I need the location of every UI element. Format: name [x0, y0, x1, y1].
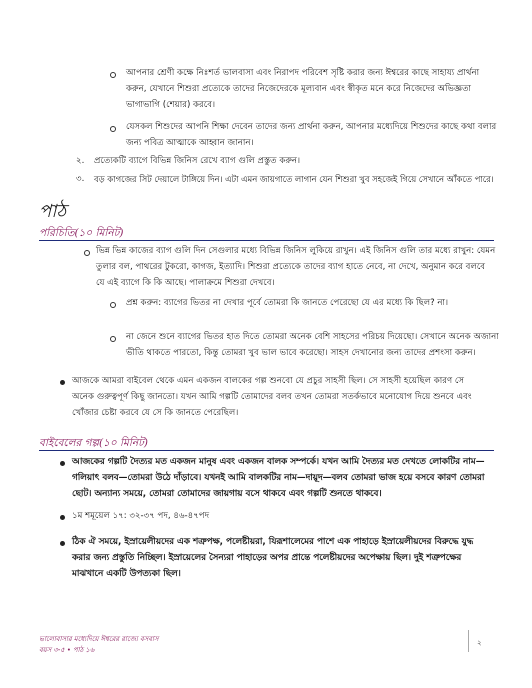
- intro-paragraph-2-line-3: খোঁজার চেষ্টা করবে যে সে কি জানতে পেরেছিল।: [72, 408, 239, 418]
- story-heading: বাইবেলের গল্প(১০ মিনিট): [39, 437, 148, 449]
- page-number: ২: [477, 639, 482, 647]
- prep-bullet-1-line-2: করুন, যেখানে শিশুরা প্রত্যেকে তাদের নিজেদেরকে মূল্যবান এবং স্বীকৃত মনে করে নিজেদের অভিজ্ঞতা: [126, 84, 472, 94]
- solid-bullet: [60, 515, 65, 520]
- step-2-text: প্রত্যেকটি ব্যাগে বিভিন্ন জিনিস রেখে ব্যাগ গুলি প্রস্তুত করুন।: [94, 156, 301, 166]
- step-number-2: ২.: [76, 156, 85, 166]
- hollow-bullet: [110, 302, 116, 308]
- story-paragraph-2-line-1: ঠিক ঐ সময়ে, ইস্রায়েলীয়দের এক শত্রুপক্ষ, পলেষ্টীয়রা, যিরূশালেমের পাশে এক পাহাড়ে ইস্রায়েলীয়দের বিরুদ্ধে যুদ্ধ: [72, 537, 474, 547]
- scripture-reference: ১ম শমূয়েল ১৭: ৩২-৩৭ পদ, ৪৬-৪৭পদ: [72, 511, 210, 521]
- hollow-bullet: [110, 126, 116, 132]
- intro-paragraph-1-line-3: যে এই ব্যাগে কি কি আছে। পালাক্রমে শিশুরা দেখবে।: [96, 278, 275, 288]
- prep-bullet-2-line-2: জন্য পবিত্র আত্মাকে আহ্বান জানান।: [126, 138, 254, 148]
- question-2-line-2: ভীতি থাকতে পারতো, কিন্তু তোমরা খুব ভাল ভাবে করেছো। সাহস দেখানোর জন্য তাদের প্রশংসা করুন।: [126, 348, 476, 358]
- footer-subtitle: বয়স ৩-৫ • পাঠ ১৬: [39, 646, 95, 654]
- story-paragraph-2-line-2: করার জন্য প্রস্তুতি নিচ্ছিল। ইস্রায়েলের সৈন্যরা পাহাড়ের অপর প্রান্তে পলেষ্টীয়দের অপেক্ষায় ছিল। দুই শত্রুপক্ষের: [72, 553, 462, 563]
- story-paragraph-1-line-3: ছোট। অন্যান্য সময়ে, তোমরা তোমাদের জায়গায় বসে থাকবে এবং গল্পটি শুনতে থাকবে।: [72, 489, 382, 499]
- solid-bullet: [60, 380, 65, 385]
- lesson-heading: পাঠ: [39, 201, 67, 222]
- story-heading-rule: [39, 450, 494, 451]
- prep-bullet-2-line-1: যেসকল শিশুদের আপনি শিক্ষা দেবেন তাদের জন্য প্রার্থনা করুন, আপনার মধ্যেদিয়ে শিশুদের কাছে কথা বলার: [126, 122, 497, 132]
- hollow-bullet: [110, 336, 116, 342]
- footer-title: ভালোবাসার মধ্যেদিয়ে ঈশ্বরের রাজ্যে বসবাস: [39, 635, 159, 643]
- intro-paragraph-2-line-1: আজকে আমরা বাইবেল থেকে এমন একজন বালকের গল্প শুনবো যে প্রচুর সাহসী ছিল। সে সাহসী হয়েছিল কারণ সে: [72, 376, 465, 386]
- step-3-text: বড় কাগজের সিট দেয়ালে টাঙ্গিয়ে দিন। এটা এমন জায়গাতে লাগান যেন শিশুরা খুব সহজেই গিয়ে সেখানে আঁকতে পারে।: [94, 174, 494, 184]
- hollow-bullet: [84, 250, 90, 256]
- step-number-3: ৩.: [76, 174, 85, 184]
- intro-heading: পরিচিতি(১০ মিনিট): [39, 227, 124, 239]
- intro-paragraph-1-line-1: ভিন্ন ভিন্ন কাজের ব্যাগ গুলি দিন সেগুলার মধ্যে বিভিন্ন জিনিস লুকিয়ে রাখুন। এই জিনিস গুলি তার মধ্যে রাখুন: যেমন: [96, 246, 496, 256]
- question-2-line-1: না জেনে শুনে ব্যাগের ভিতর হাত দিতে তোমরা অনেক বেশি সাহসের পরিচয় দিয়েছো। সেখানে অনেক অজানা: [126, 332, 499, 342]
- story-paragraph-1-line-1: আজকের গল্পটি দৈত্যর মত একজন মানুষ এবং একজন বালক সম্পর্কে। যখন আমি দৈত্যর মত দেখতে লোকটির নাম—: [72, 457, 485, 467]
- intro-heading-rule: [39, 240, 494, 241]
- solid-bullet: [60, 541, 65, 546]
- solid-bullet: [60, 461, 65, 466]
- prep-bullet-1-line-1: আপনার শ্রেণী কক্ষে নিঃশর্ত ভালবাসা এবং নিরাপদ পরিবেশ সৃষ্টি করার জন্য ঈশ্বরের কাছে সাহায্য প্রার্থনা: [126, 68, 480, 78]
- story-paragraph-2-line-3: মাঝখানে একটি উপত্যকা ছিল।: [72, 569, 181, 579]
- story-paragraph-1-line-2: গলিয়াৎ বলব—তোমরা উঠে দাঁড়াবে। যখনই আমি বালকটির নাম—দায়ূদ—বলব তোমরা ভাজ হয়ে বসবে কারণ তোমরা: [72, 473, 485, 483]
- hollow-bullet: [110, 72, 116, 78]
- question-1: প্রশ্ন করুন: ব্যাগের ভিতর না দেখার পূর্বে তোমরা কি জানতে পেরেছো যে এর মধ্যে কি ছিল? না।: [126, 298, 449, 308]
- prep-bullet-1-line-3: ভাগাভাগি (শেয়ার) করবে।: [126, 100, 216, 110]
- intro-paragraph-1-line-2: তুলার বল, পাথরের টুকরো, কাগজ, ইত্যাদি। শিশুরা প্রত্যেকে তাদের ব্যাগ হাতে নেবে, না দেখে, অনুমান করে বলবে: [96, 262, 486, 272]
- footer-divider: [468, 630, 469, 652]
- intro-paragraph-2-line-2: অনেক গুরুত্বপূর্ণ কিছু জানতো। যখন আমি গল্পটি তোমাদের বলব তখন তোমরা সতর্কভাবে মনোযোগ দিয়ে শুনবে এবং: [72, 392, 472, 402]
